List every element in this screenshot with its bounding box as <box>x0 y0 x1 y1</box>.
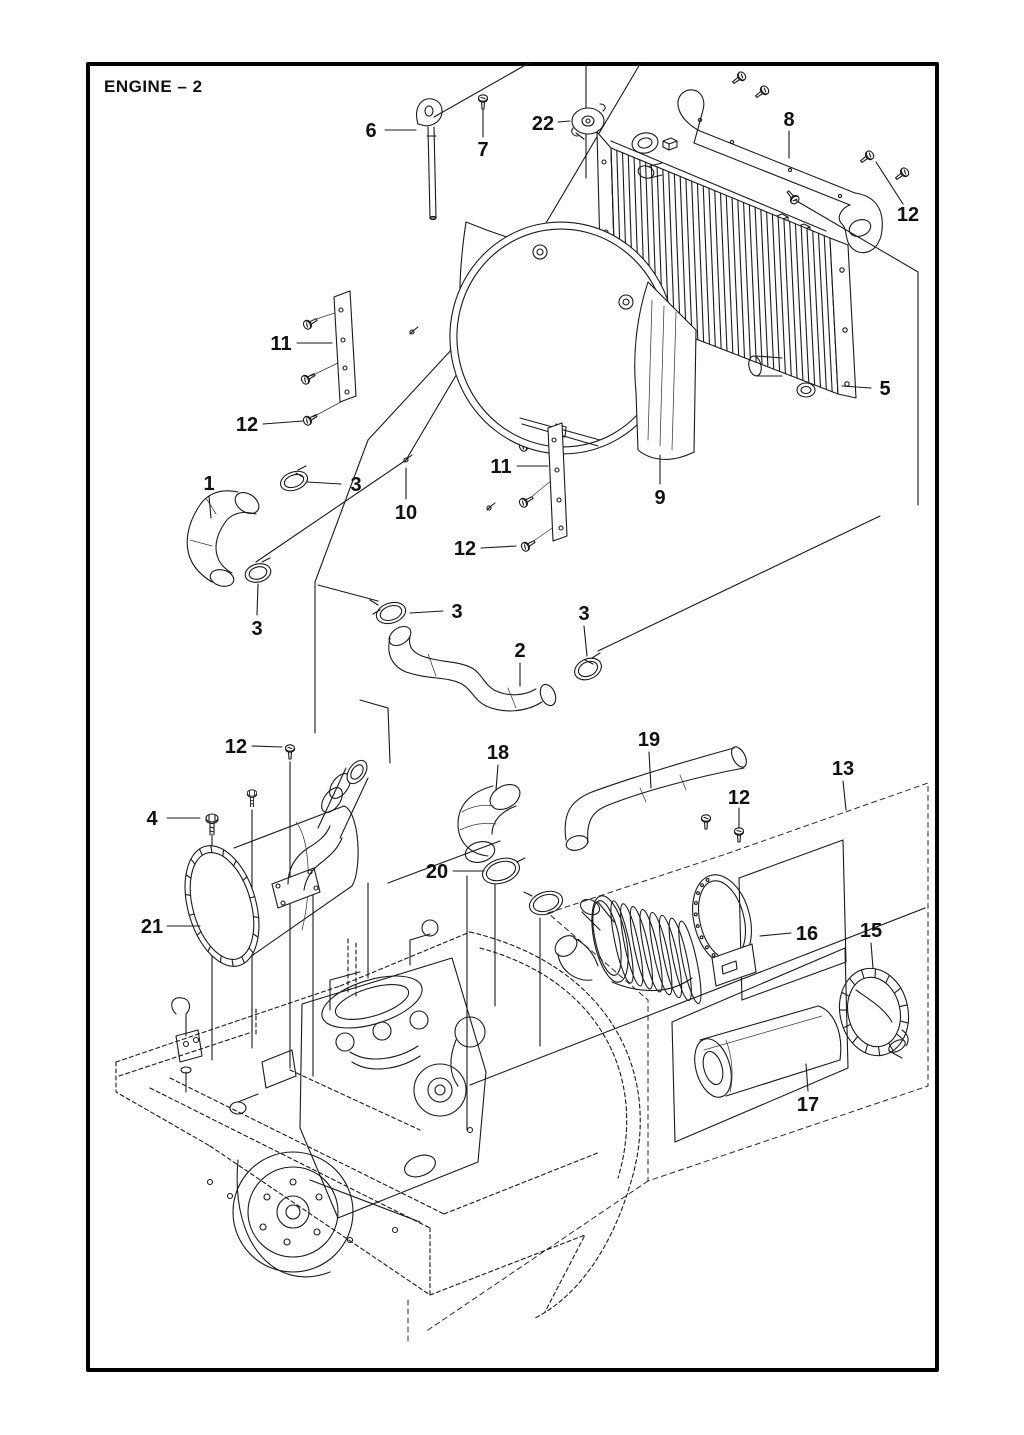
muffler <box>172 757 371 975</box>
air-filter-cartridge <box>688 1006 840 1102</box>
callout-21: 21 <box>140 916 164 938</box>
callout-11: 11 <box>270 333 292 355</box>
engine-chassis-assembly <box>116 920 640 1318</box>
callout-12: 12 <box>235 414 259 436</box>
chassis-frame <box>116 932 640 1318</box>
filler-neck <box>630 131 660 156</box>
screw <box>754 84 771 100</box>
screw <box>479 95 488 109</box>
dipstick <box>417 99 443 220</box>
callout-9: 9 <box>654 487 666 509</box>
callout-20: 20 <box>425 861 449 883</box>
callout-3: 3 <box>350 474 362 496</box>
callout-19: 19 <box>637 729 661 751</box>
callout-11: 11 <box>490 456 512 478</box>
screw <box>735 828 744 842</box>
callout-13: 13 <box>831 758 855 780</box>
air-cleaner-housing <box>551 893 705 1005</box>
hose-clamp <box>479 854 525 889</box>
screw <box>784 189 800 206</box>
filter-mount-clamp <box>684 869 761 986</box>
filter-end-cap <box>832 962 917 1062</box>
callout-3: 3 <box>578 603 590 625</box>
callout-22: 22 <box>531 113 555 135</box>
bracket-left <box>334 291 356 402</box>
callout-5: 5 <box>879 378 891 400</box>
screw <box>300 371 317 386</box>
engine-block <box>208 920 487 1277</box>
screw <box>302 412 319 427</box>
hose-clamp <box>524 887 566 918</box>
front-hitch <box>172 998 202 1092</box>
callout-3: 3 <box>251 618 263 640</box>
intake-hose <box>565 744 750 852</box>
callout-16: 16 <box>795 923 819 945</box>
callout-7: 7 <box>477 139 489 161</box>
screw <box>520 538 537 553</box>
callout-12: 12 <box>453 538 477 560</box>
hose-clamp <box>370 599 408 627</box>
callout-18: 18 <box>486 742 510 764</box>
callout-15: 15 <box>859 920 883 942</box>
screw <box>731 70 748 86</box>
callout-4: 4 <box>146 808 158 830</box>
bolt <box>206 814 218 835</box>
pin-screw <box>487 503 495 510</box>
screw <box>702 815 711 829</box>
page-title: ENGINE – 2 <box>104 77 203 96</box>
screw <box>286 745 295 759</box>
drain-port <box>797 383 815 397</box>
callout-3: 3 <box>451 601 463 623</box>
callout-8: 8 <box>783 109 795 131</box>
callout-12: 12 <box>224 736 248 758</box>
callout-12: 12 <box>896 204 920 226</box>
screw <box>859 149 876 165</box>
upper-radiator-hose <box>187 488 263 589</box>
bolt <box>247 790 257 807</box>
hose-clamp <box>278 466 310 494</box>
hose-clamp <box>571 653 605 684</box>
hose-clamp <box>243 558 273 585</box>
screw <box>894 166 911 182</box>
pin-screw <box>410 327 418 334</box>
lower-radiator-hose <box>386 623 559 711</box>
callout-6: 6 <box>365 120 377 142</box>
screw <box>302 316 319 331</box>
intake-clamps <box>479 854 565 919</box>
callout-12: 12 <box>727 787 751 809</box>
callout-1: 1 <box>203 473 215 495</box>
radiator-cap <box>572 104 605 139</box>
callout-10: 10 <box>394 502 418 524</box>
callout-17: 17 <box>796 1094 820 1116</box>
callout-2: 2 <box>514 640 526 662</box>
